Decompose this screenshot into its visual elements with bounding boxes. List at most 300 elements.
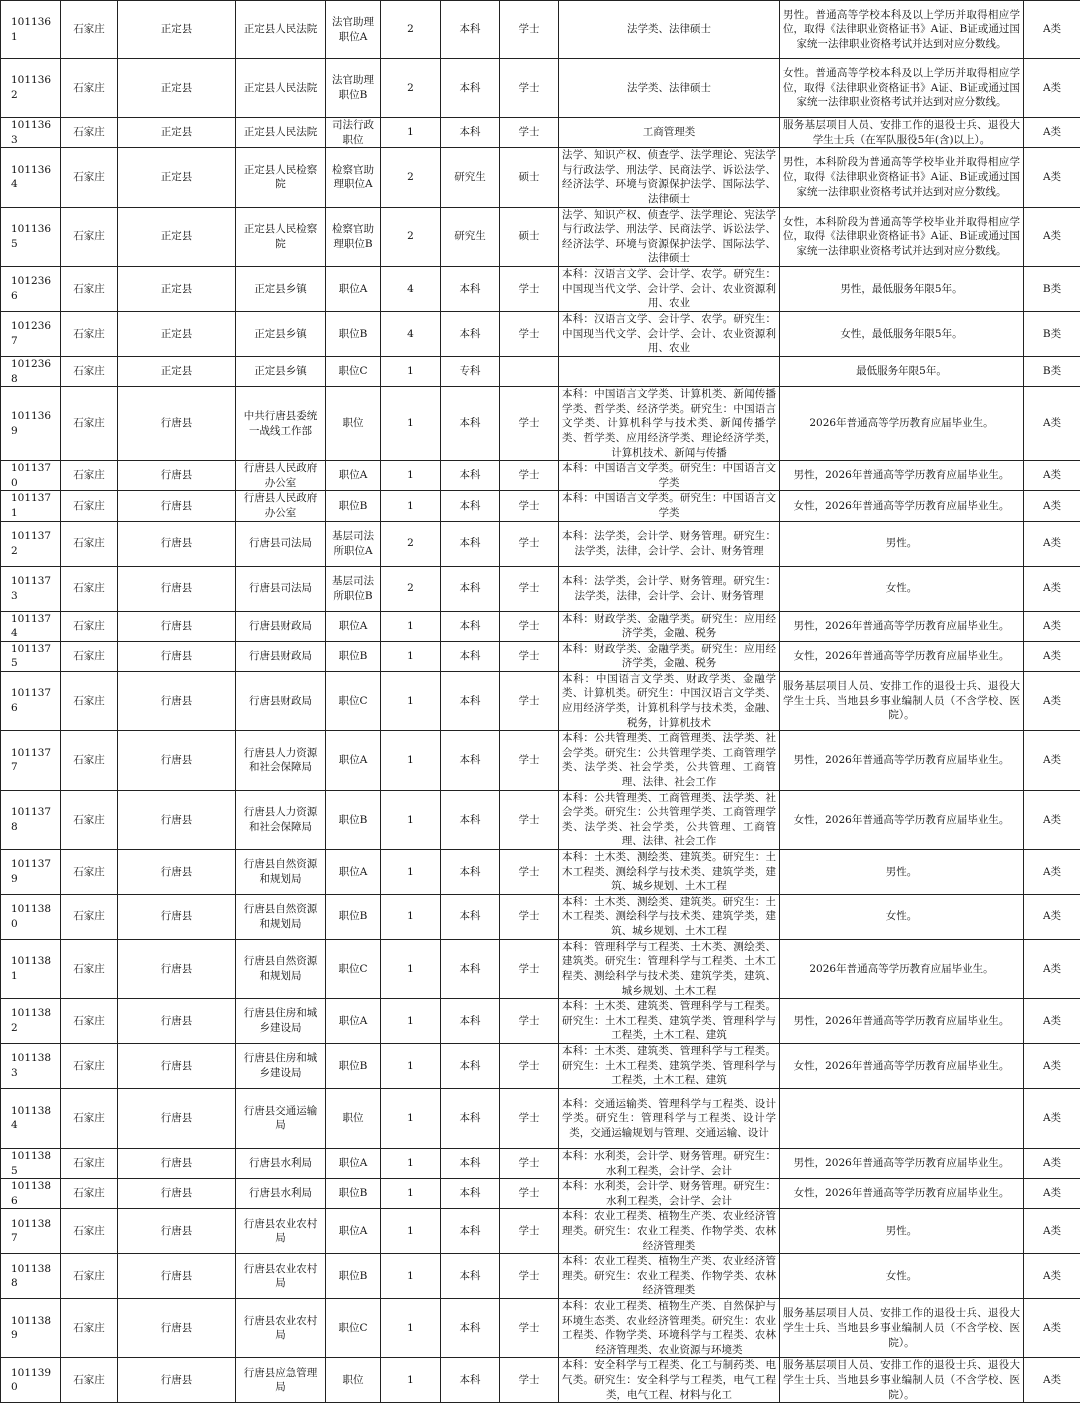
- cell-code: 1011381: [1, 939, 61, 998]
- cell-code: 1011377: [1, 731, 61, 790]
- cell-cat: A类: [1024, 118, 1080, 148]
- cell-edu: 本科: [441, 1358, 500, 1403]
- cell-cat: B类: [1024, 311, 1080, 356]
- cell-city: 石家庄: [61, 939, 118, 998]
- cell-county: 正定县: [118, 59, 236, 118]
- cell-major: 本科：土木类、建筑类、管理科学与工程类。研究生：土木工程类、建筑学类、管理科学与工程类，土木工程、建筑: [559, 1043, 780, 1088]
- cell-unit: 行唐县财政局: [236, 671, 326, 730]
- table-row: [1, 387, 1080, 461]
- cell-degree: 学士: [500, 1, 559, 59]
- cell-cat: A类: [1024, 1209, 1080, 1254]
- cell-major: 本科：公共管理类、工商管理类、法学类、社会学类。研究生：公共管理学类、工商管理学类、法学类、社会学类，公共管理、工商管理、法律、社会工作: [559, 731, 780, 790]
- cell-code: 1011387: [1, 1209, 61, 1254]
- cell-edu: 本科: [441, 894, 500, 939]
- cell-note: 最低服务年限5年。: [780, 356, 1024, 386]
- table-row: [1, 1179, 1080, 1209]
- cell-degree: [500, 356, 559, 386]
- cell-unit: 行唐县人力资源和社会保障局: [236, 790, 326, 849]
- cell-degree: 学士: [500, 790, 559, 849]
- cell-major: 本科：中国语言文学类、计算机类、新闻传播学类、哲学类、经济学类。研究生：中国语言文学类、计算机科学与技术类、新闻传播学类、哲学类、应用经济学类、理论经济学类，计算机技术、新闻与传播: [559, 387, 780, 461]
- cell-unit: 正定县人民检察院: [236, 148, 326, 207]
- cell-position: 职位C: [326, 939, 381, 998]
- cell-cat: A类: [1024, 207, 1080, 266]
- cell-city: 石家庄: [61, 521, 118, 566]
- cell-major: 本科：安全科学与工程类、化工与制药类、电气类。研究生：安全科学与工程类，电气工程类，电气工程、材料与化工: [559, 1358, 780, 1403]
- cell-city: 石家庄: [61, 207, 118, 266]
- cell-unit: 中共行唐县委统一战线工作部: [236, 387, 326, 461]
- cell-num: 1: [381, 731, 441, 790]
- cell-note: 女性，最低服务年限5年。: [780, 311, 1024, 356]
- cell-num: 1: [381, 387, 441, 461]
- cell-num: 1: [381, 939, 441, 998]
- cell-degree: 硕士: [500, 148, 559, 207]
- cell-code: 1011364: [1, 148, 61, 207]
- cell-edu: 研究生: [441, 207, 500, 266]
- cell-city: 石家庄: [61, 1254, 118, 1299]
- cell-degree: 学士: [500, 1358, 559, 1403]
- cell-note: 男性，2026年普通高等学历教育应届毕业生。: [780, 611, 1024, 641]
- cell-county: 行唐县: [118, 850, 236, 895]
- cell-cat: A类: [1024, 387, 1080, 461]
- cell-major: 法学类、法律硕士: [559, 1, 780, 59]
- table-row: [1, 1299, 1080, 1358]
- cell-edu: 本科: [441, 118, 500, 148]
- cell-num: 4: [381, 311, 441, 356]
- cell-degree: 学士: [500, 641, 559, 671]
- cell-position: 法官助理职位B: [326, 59, 381, 118]
- cell-cat: A类: [1024, 1148, 1080, 1178]
- cell-code: 1011384: [1, 1088, 61, 1148]
- cell-note: 女性，2026年普通高等学历教育应届毕业生。: [780, 790, 1024, 849]
- cell-city: 石家庄: [61, 566, 118, 611]
- cell-cat: A类: [1024, 1088, 1080, 1148]
- cell-note: 男性。: [780, 521, 1024, 566]
- cell-position: 法官助理职位A: [326, 1, 381, 59]
- cell-city: 石家庄: [61, 266, 118, 311]
- cell-note: 女性，2026年普通高等学历教育应届毕业生。: [780, 491, 1024, 521]
- cell-note: 服务基层项目人员、安排工作的退役士兵、退役大学生士兵、当地县乡事业编制人员（不含学校、医院）。: [780, 671, 1024, 730]
- cell-degree: 学士: [500, 59, 559, 118]
- cell-num: 1: [381, 999, 441, 1044]
- cell-county: 行唐县: [118, 1299, 236, 1358]
- cell-num: 2: [381, 207, 441, 266]
- cell-major: 本科：中国语言文学类、财政学类、金融学类、计算机类。研究生：中国汉语言文学类、应用经济学类，计算机科学与技术类，金融、税务，计算机技术: [559, 671, 780, 730]
- cell-code: 1012367: [1, 311, 61, 356]
- cell-code: 1011385: [1, 1148, 61, 1178]
- cell-edu: 专科: [441, 356, 500, 386]
- cell-county: 行唐县: [118, 387, 236, 461]
- cell-code: 1011369: [1, 387, 61, 461]
- cell-major: 本科：公共管理类、工商管理类、法学类、社会学类。研究生：公共管理学类、工商管理学类、法学类、社会学类，公共管理、工商管理、法律、社会工作: [559, 790, 780, 849]
- cell-cat: A类: [1024, 1358, 1080, 1403]
- cell-cat: A类: [1024, 1254, 1080, 1299]
- cell-edu: 本科: [441, 641, 500, 671]
- cell-county: 正定县: [118, 148, 236, 207]
- cell-num: 1: [381, 894, 441, 939]
- cell-note: 2026年普通高等学历教育应届毕业生。: [780, 387, 1024, 461]
- cell-edu: 本科: [441, 461, 500, 491]
- table-row: [1, 1, 1080, 59]
- cell-edu: 本科: [441, 1179, 500, 1209]
- cell-degree: 学士: [500, 1254, 559, 1299]
- cell-major: 本科：中国语言文学类。研究生：中国语言文学类: [559, 461, 780, 491]
- cell-degree: 学士: [500, 1148, 559, 1178]
- cell-unit: 正定县乡镇: [236, 311, 326, 356]
- cell-num: 1: [381, 641, 441, 671]
- cell-unit: 行唐县水利局: [236, 1148, 326, 1178]
- cell-city: 石家庄: [61, 894, 118, 939]
- cell-city: 石家庄: [61, 356, 118, 386]
- cell-county: 行唐县: [118, 671, 236, 730]
- cell-degree: 学士: [500, 266, 559, 311]
- cell-position: 职位A: [326, 1209, 381, 1254]
- cell-code: 1012366: [1, 266, 61, 311]
- cell-position: 职位A: [326, 461, 381, 491]
- cell-edu: 本科: [441, 1254, 500, 1299]
- cell-major: 本科：水利类，会计学、财务管理。研究生：水利工程类，会计学、会计: [559, 1179, 780, 1209]
- cell-city: 石家庄: [61, 118, 118, 148]
- table-row: [1, 59, 1080, 118]
- cell-position: 基层司法所职位A: [326, 521, 381, 566]
- cell-note: 男性，本科阶段为普通高等学校毕业并取得相应学位，取得《法律职业资格证书》A证、B证或通过国家统一法律职业资格考试并达到对应分数线。: [780, 148, 1024, 207]
- cell-unit: 行唐县自然资源和规划局: [236, 850, 326, 895]
- cell-note: 男性。: [780, 1209, 1024, 1254]
- cell-cat: A类: [1024, 999, 1080, 1044]
- cell-position: 职位B: [326, 1043, 381, 1088]
- cell-unit: 行唐县人民政府办公室: [236, 461, 326, 491]
- cell-code: 1011379: [1, 850, 61, 895]
- cell-unit: 行唐县司法局: [236, 521, 326, 566]
- cell-num: 1: [381, 491, 441, 521]
- cell-note: 服务基层项目人员、安排工作的退役士兵、退役大学生士兵、当地县乡事业编制人员（不含学校、医院）。: [780, 1299, 1024, 1358]
- table-row: [1, 671, 1080, 730]
- cell-city: 石家庄: [61, 1, 118, 59]
- cell-city: 石家庄: [61, 1209, 118, 1254]
- cell-major: 法学、知识产权、侦查学、法学理论、宪法学与行政法学、刑法学、民商法学、诉讼法学、经济法学、环境与资源保护法学、国际法学、法律硕士: [559, 207, 780, 266]
- cell-position: 职位A: [326, 611, 381, 641]
- cell-degree: 学士: [500, 1043, 559, 1088]
- cell-unit: 行唐县司法局: [236, 566, 326, 611]
- cell-code: 1011386: [1, 1179, 61, 1209]
- cell-unit: 行唐县农业农村局: [236, 1209, 326, 1254]
- cell-city: 石家庄: [61, 461, 118, 491]
- cell-unit: 行唐县住房和城乡建设局: [236, 1043, 326, 1088]
- cell-unit: 正定县人民法院: [236, 59, 326, 118]
- cell-num: 1: [381, 1254, 441, 1299]
- cell-position: 职位A: [326, 266, 381, 311]
- cell-degree: 学士: [500, 566, 559, 611]
- cell-county: 正定县: [118, 311, 236, 356]
- cell-num: 2: [381, 59, 441, 118]
- cell-note: 女性。: [780, 1254, 1024, 1299]
- cell-city: 石家庄: [61, 387, 118, 461]
- table-row: [1, 356, 1080, 386]
- table-row: [1, 611, 1080, 641]
- cell-edu: 本科: [441, 387, 500, 461]
- cell-county: 行唐县: [118, 894, 236, 939]
- cell-cat: A类: [1024, 790, 1080, 849]
- cell-position: 职位B: [326, 311, 381, 356]
- table-row: [1, 1358, 1080, 1403]
- cell-edu: 本科: [441, 1043, 500, 1088]
- cell-unit: 正定县乡镇: [236, 356, 326, 386]
- cell-num: 1: [381, 1043, 441, 1088]
- cell-city: 石家庄: [61, 999, 118, 1044]
- cell-position: 职位A: [326, 1148, 381, 1178]
- cell-edu: 本科: [441, 1148, 500, 1178]
- cell-county: 行唐县: [118, 566, 236, 611]
- cell-cat: A类: [1024, 521, 1080, 566]
- cell-edu: 本科: [441, 491, 500, 521]
- cell-degree: 硕士: [500, 207, 559, 266]
- cell-note: 男性，最低服务年限5年。: [780, 266, 1024, 311]
- cell-edu: 研究生: [441, 148, 500, 207]
- cell-cat: A类: [1024, 566, 1080, 611]
- cell-county: 正定县: [118, 1, 236, 59]
- table-row: [1, 566, 1080, 611]
- cell-code: 1011363: [1, 118, 61, 148]
- cell-note: 女性，2026年普通高等学历教育应届毕业生。: [780, 641, 1024, 671]
- cell-city: 石家庄: [61, 1358, 118, 1403]
- cell-major: 本科：中国语言文学类。研究生：中国语言文学类: [559, 491, 780, 521]
- cell-edu: 本科: [441, 1209, 500, 1254]
- cell-note: 男性，2026年普通高等学历教育应届毕业生。: [780, 999, 1024, 1044]
- cell-degree: 学士: [500, 894, 559, 939]
- table-row: [1, 1148, 1080, 1178]
- cell-city: 石家庄: [61, 850, 118, 895]
- cell-city: 石家庄: [61, 671, 118, 730]
- cell-code: 1011375: [1, 641, 61, 671]
- cell-position: 职位: [326, 387, 381, 461]
- cell-position: 职位C: [326, 356, 381, 386]
- cell-major: 本科：土木类、建筑类、管理科学与工程类。研究生：土木工程类、建筑学类、管理科学与工程类，土木工程、建筑: [559, 999, 780, 1044]
- cell-position: 职位C: [326, 671, 381, 730]
- cell-unit: 行唐县应急管理局: [236, 1358, 326, 1403]
- cell-degree: 学士: [500, 461, 559, 491]
- table-body: [1, 1, 1080, 1403]
- cell-num: 2: [381, 566, 441, 611]
- cell-county: 行唐县: [118, 611, 236, 641]
- cell-major: 本科：财政学类、金融学类。研究生：应用经济学类，金融、税务: [559, 641, 780, 671]
- cell-county: 正定县: [118, 118, 236, 148]
- cell-city: 石家庄: [61, 611, 118, 641]
- table-row: [1, 894, 1080, 939]
- cell-major: 本科：法学类，会计学、财务管理。研究生：法学类，法律，会计学、会计、财务管理: [559, 521, 780, 566]
- cell-cat: A类: [1024, 671, 1080, 730]
- cell-major: 本科：水利类，会计学、财务管理。研究生：水利工程类，会计学、会计: [559, 1148, 780, 1178]
- cell-degree: 学士: [500, 1299, 559, 1358]
- cell-cat: B类: [1024, 266, 1080, 311]
- cell-major: 本科：法学类，会计学、财务管理。研究生：法学类，法律，会计学、会计、财务管理: [559, 566, 780, 611]
- cell-major: 本科：财政学类、金融学类。研究生：应用经济学类，金融、税务: [559, 611, 780, 641]
- cell-degree: 学士: [500, 850, 559, 895]
- cell-cat: A类: [1024, 1179, 1080, 1209]
- cell-position: 职位A: [326, 999, 381, 1044]
- cell-county: 行唐县: [118, 1209, 236, 1254]
- cell-num: 2: [381, 521, 441, 566]
- cell-unit: 行唐县住房和城乡建设局: [236, 999, 326, 1044]
- cell-degree: 学士: [500, 521, 559, 566]
- table-row: [1, 999, 1080, 1044]
- cell-city: 石家庄: [61, 1148, 118, 1178]
- cell-degree: 学士: [500, 1209, 559, 1254]
- cell-cat: A类: [1024, 1299, 1080, 1358]
- cell-cat: A类: [1024, 939, 1080, 998]
- cell-num: 1: [381, 1179, 441, 1209]
- cell-note: 男性，2026年普通高等学历教育应届毕业生。: [780, 461, 1024, 491]
- cell-unit: 行唐县自然资源和规划局: [236, 939, 326, 998]
- table-row: [1, 1209, 1080, 1254]
- cell-city: 石家庄: [61, 641, 118, 671]
- cell-position: 司法行政职位: [326, 118, 381, 148]
- cell-note: 男性。: [780, 850, 1024, 895]
- cell-city: 石家庄: [61, 790, 118, 849]
- cell-major: 本科：农业工程类、植物生产类、农业经济管理类。研究生：农业工程类、作物学类、农林经济管理类: [559, 1254, 780, 1299]
- cell-code: 1011365: [1, 207, 61, 266]
- cell-unit: 行唐县农业农村局: [236, 1299, 326, 1358]
- cell-position: 职位B: [326, 790, 381, 849]
- cell-note: 男性，2026年普通高等学历教育应届毕业生。: [780, 1148, 1024, 1178]
- cell-position: 职位B: [326, 894, 381, 939]
- cell-num: 1: [381, 1088, 441, 1148]
- cell-note: 女性，本科阶段为普通高等学校毕业并取得相应学位，取得《法律职业资格证书》A证、B证或通过国家统一法律职业资格考试并达到对应分数线。: [780, 207, 1024, 266]
- cell-edu: 本科: [441, 939, 500, 998]
- cell-unit: 行唐县人力资源和社会保障局: [236, 731, 326, 790]
- cell-cat: A类: [1024, 641, 1080, 671]
- cell-code: 1011390: [1, 1358, 61, 1403]
- cell-city: 石家庄: [61, 311, 118, 356]
- cell-note: 女性，2026年普通高等学历教育应届毕业生。: [780, 1179, 1024, 1209]
- cell-position: 职位B: [326, 1179, 381, 1209]
- cell-edu: 本科: [441, 731, 500, 790]
- cell-city: 石家庄: [61, 491, 118, 521]
- cell-edu: 本科: [441, 566, 500, 611]
- cell-major: 本科：管理科学与工程类、土木类、测绘类、建筑类。研究生：管理科学与工程类、土木工程类、测绘科学与技术类、建筑学类，建筑、城乡规划、土木工程: [559, 939, 780, 998]
- cell-city: 石家庄: [61, 148, 118, 207]
- cell-code: 1011361: [1, 1, 61, 59]
- cell-county: 正定县: [118, 207, 236, 266]
- cell-code: 1011378: [1, 790, 61, 849]
- cell-city: 石家庄: [61, 1088, 118, 1148]
- cell-city: 石家庄: [61, 731, 118, 790]
- cell-degree: 学士: [500, 311, 559, 356]
- cell-edu: 本科: [441, 1, 500, 59]
- cell-degree: 学士: [500, 1179, 559, 1209]
- cell-degree: 学士: [500, 731, 559, 790]
- cell-unit: 行唐县财政局: [236, 641, 326, 671]
- table-row: [1, 939, 1080, 998]
- cell-edu: 本科: [441, 999, 500, 1044]
- cell-county: 行唐县: [118, 1088, 236, 1148]
- cell-note: 男性。普通高等学校本科及以上学历并取得相应学位，取得《法律职业资格证书》A证、B证或通过国家统一法律职业资格考试并达到对应分数线。: [780, 1, 1024, 59]
- cell-code: 1011371: [1, 491, 61, 521]
- cell-city: 石家庄: [61, 59, 118, 118]
- cell-county: 行唐县: [118, 461, 236, 491]
- cell-major: [559, 356, 780, 386]
- cell-county: 行唐县: [118, 491, 236, 521]
- table-row: [1, 521, 1080, 566]
- cell-county: 行唐县: [118, 790, 236, 849]
- cell-edu: 本科: [441, 790, 500, 849]
- cell-cat: A类: [1024, 894, 1080, 939]
- cell-num: 1: [381, 850, 441, 895]
- cell-cat: A类: [1024, 731, 1080, 790]
- cell-major: 本科：交通运输类、管理科学与工程类、设计学类。研究生：管理科学与工程类、设计学类，交通运输规划与管理、交通运输、设计: [559, 1088, 780, 1148]
- cell-county: 行唐县: [118, 999, 236, 1044]
- cell-cat: A类: [1024, 59, 1080, 118]
- cell-degree: 学士: [500, 387, 559, 461]
- cell-cat: A类: [1024, 1, 1080, 59]
- cell-num: 1: [381, 461, 441, 491]
- cell-position: 职位: [326, 1358, 381, 1403]
- cell-major: 本科：土木类、测绘类、建筑类。研究生：土木工程类、测绘科学与技术类、建筑学类，建筑、城乡规划、土木工程: [559, 850, 780, 895]
- cell-major: 法学类、法律硕士: [559, 59, 780, 118]
- cell-unit: 行唐县交通运输局: [236, 1088, 326, 1148]
- cell-num: 1: [381, 356, 441, 386]
- cell-num: 1: [381, 1299, 441, 1358]
- cell-code: 1011376: [1, 671, 61, 730]
- cell-code: 1011373: [1, 566, 61, 611]
- cell-position: 检察官助理职位B: [326, 207, 381, 266]
- cell-county: 正定县: [118, 266, 236, 311]
- table-row: [1, 731, 1080, 790]
- cell-note: 女性。: [780, 894, 1024, 939]
- table-row: [1, 850, 1080, 895]
- cell-county: 行唐县: [118, 731, 236, 790]
- table-row: [1, 491, 1080, 521]
- cell-code: 1011370: [1, 461, 61, 491]
- cell-cat: B类: [1024, 356, 1080, 386]
- cell-edu: 本科: [441, 59, 500, 118]
- cell-note: 女性。普通高等学校本科及以上学历并取得相应学位，取得《法律职业资格证书》A证、B证或通过国家统一法律职业资格考试并达到对应分数线。: [780, 59, 1024, 118]
- table-row: [1, 641, 1080, 671]
- cell-major: 本科：汉语言文学、会计学、农学。研究生：中国现当代文学、会计学、会计、农业资源利用、农业: [559, 311, 780, 356]
- cell-degree: 学士: [500, 611, 559, 641]
- cell-county: 正定县: [118, 356, 236, 386]
- cell-cat: A类: [1024, 491, 1080, 521]
- cell-note: 服务基层项目人员、安排工作的退役士兵、退役大学生士兵、当地县乡事业编制人员（不含学校、医院）。: [780, 1358, 1024, 1403]
- table-row: [1, 118, 1080, 148]
- cell-code: 1011388: [1, 1254, 61, 1299]
- cell-degree: 学士: [500, 939, 559, 998]
- cell-county: 行唐县: [118, 1179, 236, 1209]
- cell-degree: 学士: [500, 671, 559, 730]
- cell-edu: 本科: [441, 311, 500, 356]
- cell-unit: 正定县乡镇: [236, 266, 326, 311]
- cell-major: 本科：农业工程类、植物生产类、农业经济管理类。研究生：农业工程类、作物学类、农林经济管理类: [559, 1209, 780, 1254]
- cell-position: 职位B: [326, 491, 381, 521]
- cell-city: 石家庄: [61, 1043, 118, 1088]
- cell-note: 女性。: [780, 566, 1024, 611]
- cell-position: 检察官助理职位A: [326, 148, 381, 207]
- cell-note: 服务基层项目人员、安排工作的退役士兵、退役大学生士兵（在军队服役5年(含)以上）。: [780, 118, 1024, 148]
- cell-code: 1011372: [1, 521, 61, 566]
- cell-edu: 本科: [441, 1299, 500, 1358]
- cell-position: 职位C: [326, 1299, 381, 1358]
- cell-unit: 行唐县农业农村局: [236, 1254, 326, 1299]
- cell-major: 本科：土木类、测绘类、建筑类。研究生：土木工程类、测绘科学与技术类、建筑学类，建筑、城乡规划、土木工程: [559, 894, 780, 939]
- cell-code: 1011383: [1, 1043, 61, 1088]
- cell-note: 男性，2026年普通高等学历教育应届毕业生。: [780, 731, 1024, 790]
- cell-unit: 正定县人民检察院: [236, 207, 326, 266]
- cell-position: 职位: [326, 1088, 381, 1148]
- table-row: [1, 207, 1080, 266]
- cell-cat: A类: [1024, 1043, 1080, 1088]
- cell-county: 行唐县: [118, 1254, 236, 1299]
- cell-county: 行唐县: [118, 1358, 236, 1403]
- table-row: [1, 1254, 1080, 1299]
- cell-county: 行唐县: [118, 939, 236, 998]
